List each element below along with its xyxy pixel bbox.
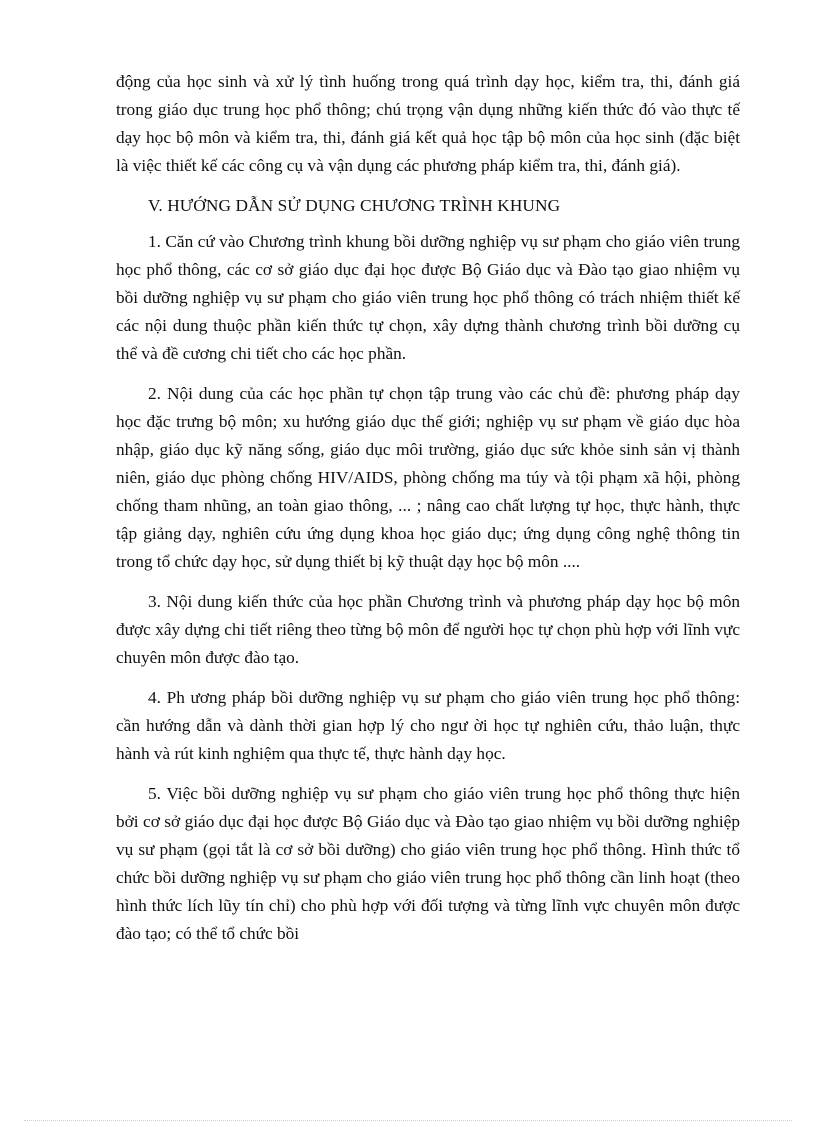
page-bottom-divider: [24, 1120, 792, 1121]
paragraph-item-4: 4. Ph ương pháp bồi dưỡng nghiệp vụ sư phạm cho giáo viên trung học phổ thông: cần hướng dẫn và dành thời gian hợp lý cho ngư ời học tự nghiên cứu, thảo luận, thực hành và rút kinh nghiệm qua thực tế, thực hành dạy học.: [116, 688, 740, 763]
paragraph-item-5: 5. Việc bồi dưỡng nghiệp vụ sư phạm cho giáo viên trung học phổ thông thực hiện bởi cơ sở giáo dục đại học được Bộ Giáo dục và Đào tạo giao nhiệm vụ bồi dưỡng nghiệp vụ sư phạm (gọi tắt là cơ sở bồi dưỡng) cho giáo viên trung học phổ thông. Hình thức tổ chức bồi dưỡng nghiệp vụ sư phạm cho giáo viên trung học phổ thông cần linh hoạt (theo hình thức lích lũy tín chỉ) cho phù hợp với đối tượng và từng lĩnh vực chuyên môn được đào tạo; có thể tổ chức bồi: [116, 784, 740, 943]
paragraph-item-2: 2. Nội dung của các học phần tự chọn tập trung vào các chủ đề: phương pháp dạy học đặc trưng bộ môn; xu hướng giáo dục thế giới; nghiệp vụ sư phạm về giáo dục hòa nhập, giáo dục kỹ năng sống, giáo dục môi trường, giáo dục sức khỏe sinh sản vị thành niên, giáo dục phòng chống HIV/AIDS, phòng chống ma túy và tội phạm xã hội, phòng chống tham nhũng, an toàn giao thông, ... ; nâng cao chất lượng tự học, thực hành, thực tập giảng dạy, nghiên cứu ứng dụng khoa học giáo dục; ứng dụng công nghệ thông tin trong tổ chức dạy học, sử dụng thiết bị kỹ thuật dạy học bộ môn ....: [116, 384, 740, 571]
paragraph-intro-continuation: động của học sinh và xử lý tình huống trong quá trình dạy học, kiểm tra, thi, đánh giá trong giáo dục trung học phổ thông; chú trọng vận dụng những kiến thức đó vào thực tế dạy học bộ môn và kiểm tra, thi, đánh giá kết quả học tập bộ môn của học sinh (đặc biệt là việc thiết kế các công cụ và vận dụng các phương pháp kiểm tra, thi, đánh giá).: [116, 72, 740, 175]
paragraph-item-1: 1. Căn cứ vào Chương trình khung bồi dưỡng nghiệp vụ sư phạm cho giáo viên trung học phổ thông, các cơ sở giáo dục đại học được Bộ Giáo dục và Đào tạo giao nhiệm vụ bồi dưỡng nghiệp vụ sư phạm cho giáo viên trung học phổ thông có trách nhiệm thiết kế các nội dung thuộc phần kiến thức tự chọn, xây dựng thành chương trình bồi dưỡng cụ thể và đề cương chi tiết cho các học phần.: [116, 232, 740, 363]
section-heading: V. HƯỚNG DẪN SỬ DỤNG CHƯƠNG TRÌNH KHUNG: [148, 196, 561, 215]
document-page: [116, 68, 740, 960]
paragraph-item-3: 3. Nội dung kiến thức của học phần Chương trình và phương pháp dạy học bộ môn được xây dựng chi tiết riêng theo từng bộ môn để người học tự chọn phù hợp với lĩnh vực chuyên môn được đào tạo.: [116, 592, 740, 667]
